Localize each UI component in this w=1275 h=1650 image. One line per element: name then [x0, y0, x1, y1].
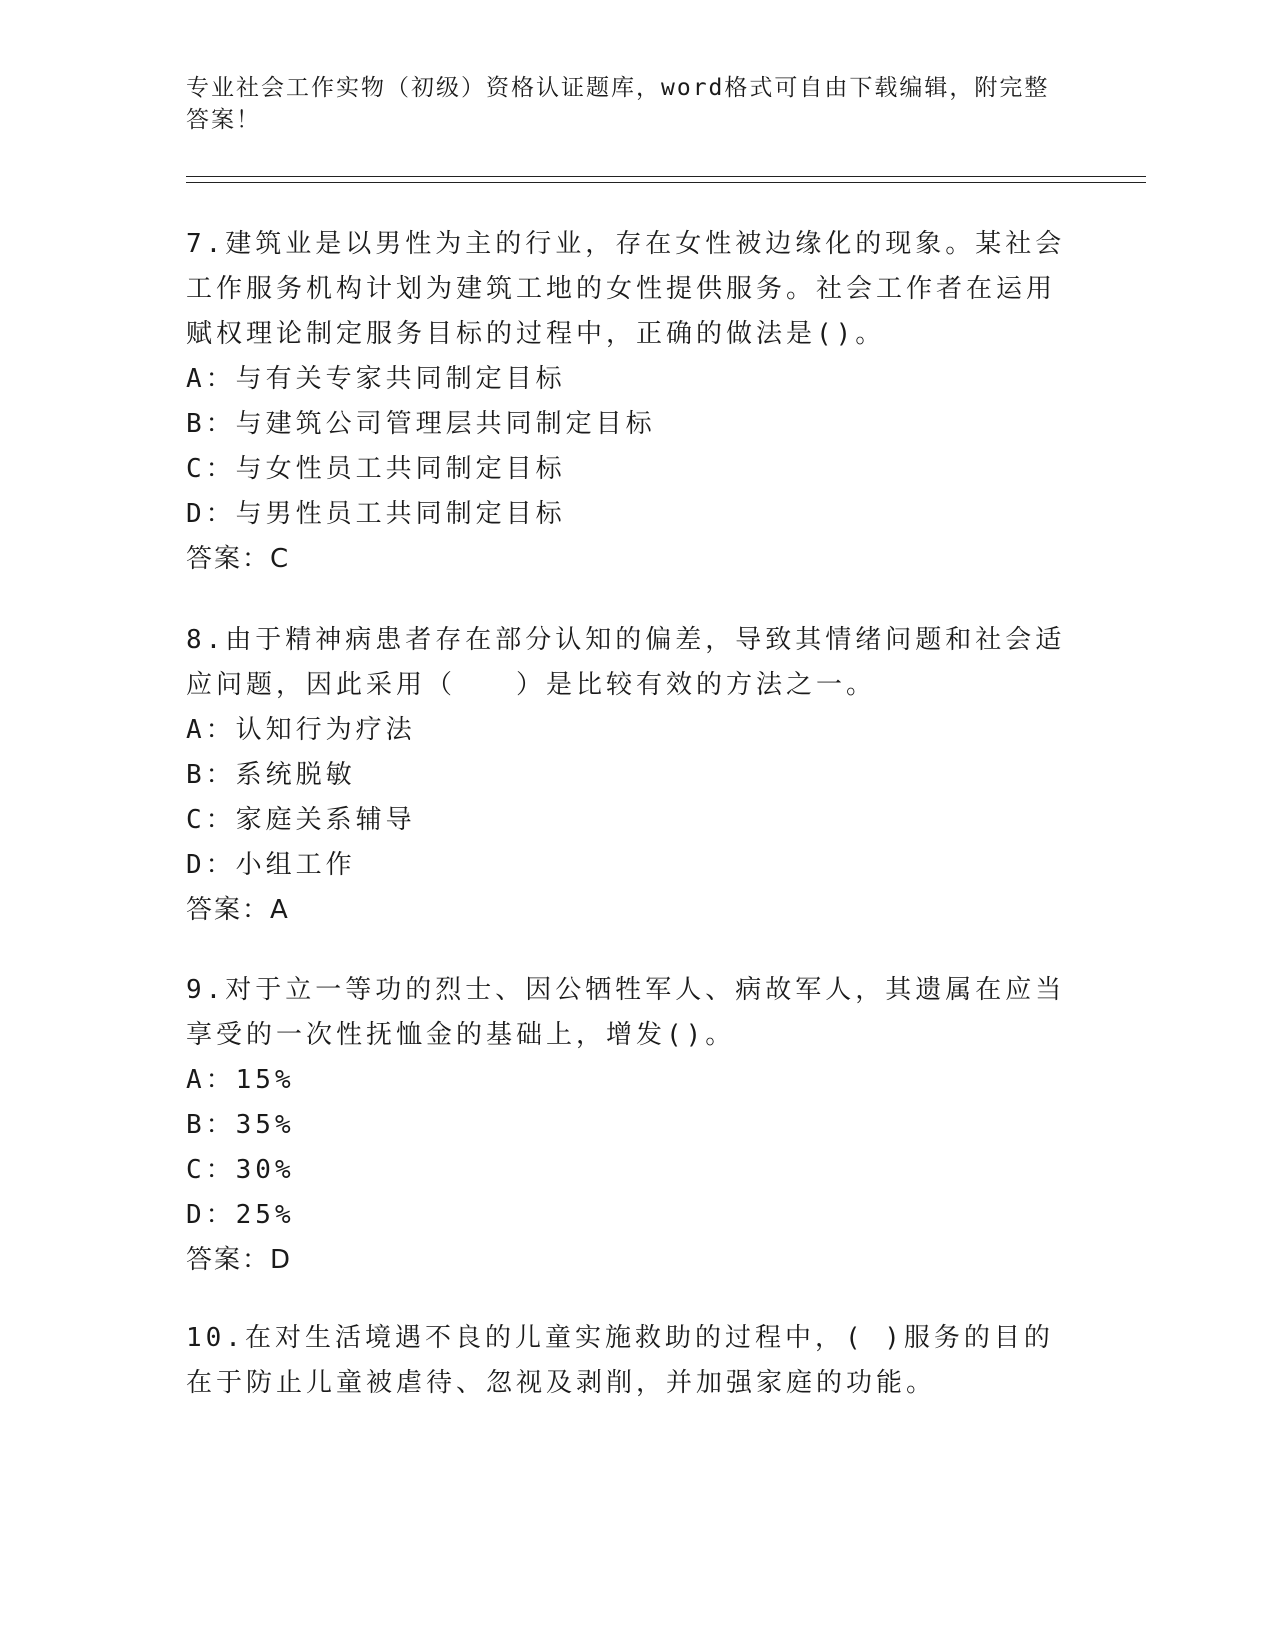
- option-b: B：与建筑公司管理层共同制定目标: [186, 409, 656, 439]
- question-stem: 10.在对生活境遇不良的儿童实施救助的过程中，( )服务的目的在于防止儿童被虐待、忽视及剥削，并加强家庭的功能。: [186, 1323, 1054, 1398]
- question-10: [186, 1316, 1066, 1406]
- option-c: C：家庭关系辅导: [186, 805, 416, 835]
- option-c: C：与女性员工共同制定目标: [186, 454, 566, 484]
- answer-line: 答案：C: [186, 544, 291, 574]
- question-stem: 9.对于立一等功的烈士、因公牺牲军人、病故军人，其遗属在应当享受的一次性抚恤金的基础上，增发()。: [186, 975, 1066, 1050]
- answer-line: 答案：A: [186, 895, 290, 925]
- document-header-text: 专业社会工作实物（初级）资格认证题库，word格式可自由下载编辑，附完整答案！: [186, 75, 1050, 133]
- question-8: [186, 618, 1066, 933]
- answer-line: 答案：D: [186, 1245, 293, 1275]
- question-stem: 8.由于精神病患者存在部分认知的偏差，导致其情绪问题和社会适应问题，因此采用（ ）是比较有效的方法之一。: [186, 625, 1066, 700]
- header-divider: [186, 176, 1146, 183]
- option-d: D：25%: [186, 1200, 295, 1230]
- question-7: [186, 222, 1066, 582]
- option-a: A：15%: [186, 1065, 295, 1095]
- option-b: B：35%: [186, 1110, 295, 1140]
- option-b: B：系统脱敏: [186, 760, 356, 790]
- option-a: A：认知行为疗法: [186, 715, 416, 745]
- option-a: A：与有关专家共同制定目标: [186, 364, 566, 394]
- question-9: [186, 968, 1066, 1283]
- option-c: C：30%: [186, 1155, 295, 1185]
- option-d: D：与男性员工共同制定目标: [186, 499, 566, 529]
- option-d: D：小组工作: [186, 850, 356, 880]
- question-stem: 7.建筑业是以男性为主的行业，存在女性被边缘化的现象。某社会工作服务机构计划为建筑工地的女性提供服务。社会工作者在运用赋权理论制定服务目标的过程中，正确的做法是()。: [186, 229, 1066, 349]
